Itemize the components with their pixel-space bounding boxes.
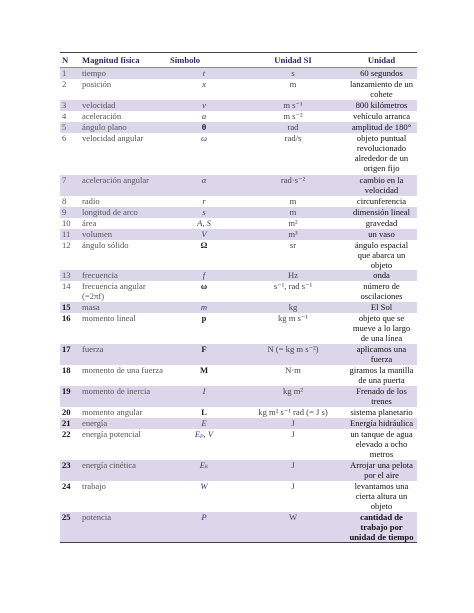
magnitude-cell: energía potencial: [82, 428, 141, 439]
header-unit: Unidad SI: [240, 53, 346, 68]
symbol-cell: s: [168, 207, 240, 218]
magnitude-cell: longitud de arco: [80, 207, 168, 218]
symbol-cell: α: [168, 175, 240, 196]
table-row: [60, 229, 417, 240]
row-number: 6: [62, 132, 67, 143]
symbol-cell: v: [168, 100, 240, 111]
row-number: 20: [62, 406, 71, 417]
symbol-cell: I: [168, 386, 240, 407]
unit-cell: m s⁻²: [283, 110, 303, 121]
symbol-cell: m: [168, 302, 240, 313]
example-cell: cambio en la velocidad: [346, 175, 417, 196]
unit-cell: J: [291, 480, 295, 491]
row-number: 22: [62, 428, 71, 439]
row-number: 11: [60, 229, 80, 240]
magnitude-cell: velocidad: [80, 100, 168, 111]
unit-cell: N·m: [285, 364, 301, 375]
table-row: [60, 429, 417, 460]
symbol-cell: a: [201, 110, 207, 121]
symbol-cell: Eₚ, V: [194, 428, 214, 439]
example-cell: ángulo espacial que abarca un objeto: [354, 239, 409, 270]
unit-cell: J: [291, 428, 295, 439]
symbol-cell: f: [168, 270, 240, 281]
unit-cell: rad/s: [284, 132, 302, 143]
row-number: 10: [62, 217, 71, 228]
unit-cell: J: [240, 418, 346, 429]
magnitude-cell: momento de inercia: [80, 386, 168, 407]
table-row: [60, 481, 417, 512]
example-cell: levantamos una cierta altura un objeto: [354, 480, 409, 511]
unit-cell: J: [240, 460, 346, 481]
example-cell: Arrojar una pelota por el aire: [346, 460, 417, 481]
example-cell: giramos la manilla de una puerta: [349, 364, 414, 385]
magnitude-cell: aceleración angular: [80, 175, 168, 196]
magnitude-cell: volumen: [80, 229, 168, 240]
example-cell: sistema planetario: [350, 406, 413, 417]
symbol-cell: x: [202, 78, 206, 89]
example-cell: 800 kilómetros: [346, 100, 417, 111]
example-cell: gravedad: [365, 217, 398, 228]
magnitude-cell: energía: [80, 418, 168, 429]
magnitude-cell: masa: [80, 302, 168, 313]
table-row: [60, 175, 417, 196]
table-row: [60, 407, 417, 418]
header-example: Unidad: [346, 53, 417, 68]
symbol-cell: V: [168, 229, 240, 240]
magnitude-cell: frecuencia angular (=2πf): [82, 280, 146, 301]
row-number: 24: [62, 480, 71, 491]
table-row: [60, 386, 417, 407]
symbol-cell: W: [200, 480, 208, 491]
header-magnitude: Magnitud física: [80, 53, 168, 68]
table-row: [60, 122, 417, 133]
unit-cell: m: [289, 195, 297, 206]
unit-cell: s⁻¹, rad s⁻¹: [273, 280, 313, 291]
table-row: [60, 512, 417, 543]
row-number: 14: [62, 280, 71, 291]
unit-cell: s: [240, 68, 346, 79]
table-row: [60, 270, 417, 281]
magnitude-cell: aceleración: [82, 110, 122, 121]
example-cell: El Sol: [346, 302, 417, 313]
example-cell: vehículo arranca: [352, 110, 411, 121]
magnitude-cell: potencia: [80, 512, 168, 543]
table-row: [60, 133, 417, 175]
unit-cell: rad·s⁻²: [240, 175, 346, 196]
magnitude-cell: radio: [82, 195, 100, 206]
row-number: 25: [60, 512, 80, 543]
row-number: 18: [62, 364, 71, 375]
example-cell: onda: [346, 270, 417, 281]
magnitude-cell: frecuencia: [80, 270, 168, 281]
table-row: [60, 240, 417, 270]
example-cell: aplicamos una fuerza: [346, 344, 417, 365]
symbol-cell: ω: [200, 280, 208, 291]
row-number: 13: [60, 270, 80, 281]
magnitude-cell: momento lineal: [82, 312, 136, 323]
unit-cell: m: [240, 207, 346, 218]
symbol-cell: P: [168, 512, 240, 543]
row-number: 4: [62, 110, 67, 121]
symbol-cell: ω: [200, 132, 208, 143]
table-row: [60, 196, 417, 207]
magnitude-cell: ángulo plano: [80, 122, 168, 133]
row-number: 3: [60, 100, 80, 111]
example-cell: dimensión lineal: [346, 207, 417, 218]
table-row: [60, 281, 417, 302]
symbol-cell: t: [168, 68, 240, 79]
unit-cell: sr: [289, 239, 297, 250]
row-number: 19: [60, 386, 80, 407]
unit-cell: m: [289, 78, 297, 89]
table-row: [60, 365, 417, 386]
magnitude-cell: ángulo sólido: [82, 239, 129, 250]
symbol-cell: Ω: [200, 239, 208, 250]
unit-cell: m³: [240, 229, 346, 240]
physical-quantities-table: [60, 52, 417, 543]
row-number: 17: [60, 344, 80, 365]
magnitude-cell: energía cinética: [80, 460, 168, 481]
magnitude-cell: posición: [82, 78, 112, 89]
symbol-cell: θ: [168, 122, 240, 133]
symbol-cell: F: [168, 344, 240, 365]
unit-cell: kg: [240, 302, 346, 313]
example-cell: amplitud de 180°: [346, 122, 417, 133]
unit-cell: m²: [288, 217, 298, 228]
example-cell: Frenado de los trenes: [346, 386, 417, 407]
magnitude-cell: área: [82, 217, 97, 228]
header-row: [60, 53, 417, 68]
symbol-cell: Eₖ: [168, 460, 240, 481]
example-cell: 60 segundos: [346, 68, 417, 79]
magnitude-cell: tiempo: [80, 68, 168, 79]
symbol-cell: r: [202, 195, 206, 206]
unit-cell: W: [240, 512, 346, 543]
row-number: 9: [60, 207, 80, 218]
table-row: [60, 460, 417, 481]
table-row: [60, 344, 417, 365]
unit-cell: rad: [240, 122, 346, 133]
magnitude-cell: trabajo: [82, 480, 106, 491]
example-cell: circunferencia: [356, 195, 407, 206]
example-cell: Energía hidráulica: [346, 418, 417, 429]
table-row: [60, 100, 417, 111]
row-number: 23: [60, 460, 80, 481]
table-row: [60, 111, 417, 122]
example-cell: cantidad de trabajo por unidad de tiempo: [346, 512, 417, 543]
row-number: 1: [60, 68, 80, 79]
symbol-cell: M: [199, 364, 209, 375]
example-cell: un tanque de agua elevado a ocho metros: [350, 428, 413, 459]
table-row: [60, 418, 417, 429]
unit-cell: N (= kg m s⁻²): [240, 344, 346, 365]
symbol-cell: E: [168, 418, 240, 429]
unit-cell: m s⁻¹: [240, 100, 346, 111]
example-cell: lanzamiento de un cohete: [350, 78, 413, 99]
symbol-cell: L: [201, 406, 207, 417]
table-row: [60, 207, 417, 218]
unit-cell: Hz: [240, 270, 346, 281]
row-number: 21: [60, 418, 80, 429]
symbol-cell: p: [201, 312, 207, 323]
row-number: 16: [62, 312, 71, 323]
unit-cell: kg m²: [240, 386, 346, 407]
magnitude-cell: momento de una fuerza: [82, 364, 163, 375]
table-row: [60, 68, 417, 79]
row-number: 2: [62, 78, 67, 89]
table-row: [60, 79, 417, 100]
row-number: 15: [60, 302, 80, 313]
magnitude-cell: momento angular: [82, 406, 143, 417]
unit-cell: kg m² s⁻¹ rad (= J s): [258, 406, 328, 417]
row-number: 12: [62, 239, 71, 250]
example-cell: número de oscilaciones: [360, 280, 403, 301]
symbol-cell: A, S: [197, 217, 211, 228]
row-number: 8: [62, 195, 67, 206]
header-symbol: Símbolo: [168, 53, 240, 68]
table-row: [60, 302, 417, 313]
unit-cell: kg m s⁻¹: [277, 312, 309, 323]
magnitude-cell: fuerza: [80, 344, 168, 365]
table-row: [60, 313, 417, 344]
magnitude-cell: velocidad angular: [82, 132, 144, 143]
row-number: 5: [60, 122, 80, 133]
row-number: 7: [60, 175, 80, 196]
header-n: N: [60, 53, 80, 68]
example-cell: objeto puntual revolucionado alrededor de un origen fijo: [354, 132, 409, 173]
example-cell: objeto que se mueve a lo largo de una línea: [352, 312, 411, 343]
table-row: [60, 218, 417, 229]
example-cell: un vaso: [346, 229, 417, 240]
